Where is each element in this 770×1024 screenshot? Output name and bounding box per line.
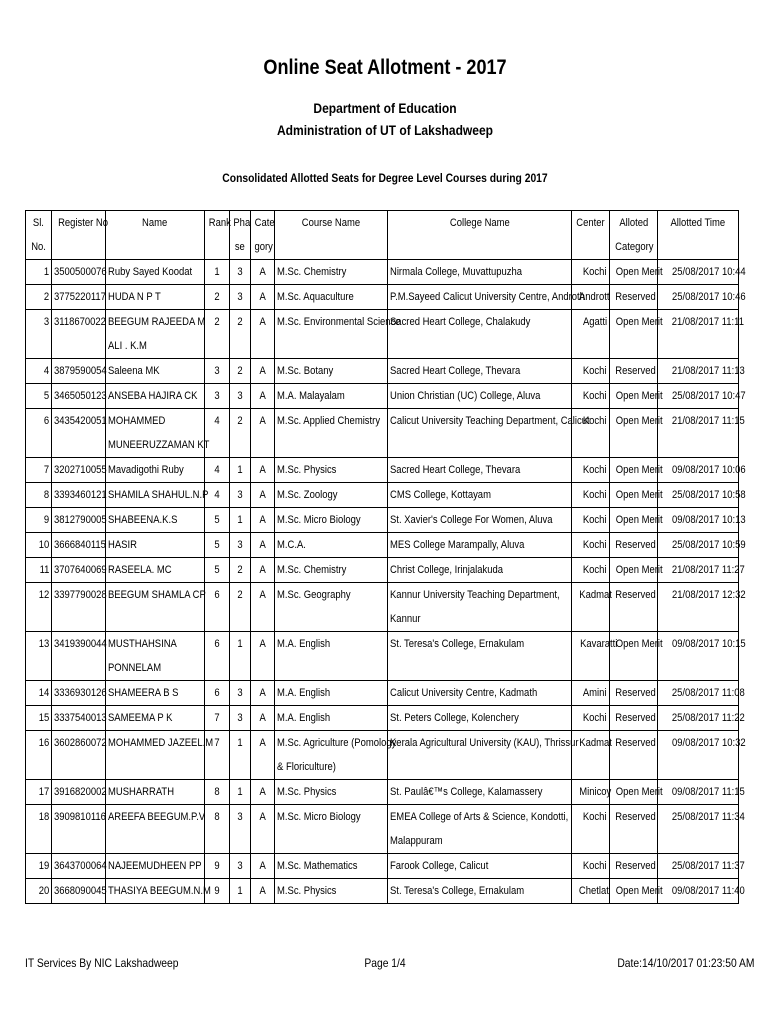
table-row: [26, 805, 739, 854]
cell-college: P.M.Sayeed Calicut University Centre, Androth: [388, 285, 572, 310]
table-row: [26, 706, 739, 731]
table-row: [26, 285, 739, 310]
cell-cat: A: [251, 731, 275, 780]
cell-allot: Open Merit: [610, 558, 658, 583]
cell-reg: 3602860072: [52, 731, 106, 780]
cell-college: St. Teresa's College, Ernakulam: [388, 632, 572, 681]
cell-center: Kochi: [572, 409, 610, 458]
page-title: Online Seat Allotment - 2017: [263, 56, 507, 79]
cell-phase: 1: [230, 879, 251, 904]
cell-name: SAMEEMA P K: [106, 706, 205, 731]
cell-sl: 18: [26, 805, 52, 854]
cell-college: Calicut University Teaching Department, Calicut: [388, 409, 572, 458]
cell-center: Kochi: [572, 458, 610, 483]
table-row: [26, 731, 739, 780]
cell-time: 25/08/2017 10:59: [658, 533, 739, 558]
cell-center: Chetlat: [572, 879, 610, 904]
cell-name: MOHAMMED MUNEERUZZAMAN KT: [106, 409, 205, 458]
cell-college: Union Christian (UC) College, Aluva: [388, 384, 572, 409]
table-row: [26, 483, 739, 508]
cell-rank: 3: [205, 384, 230, 409]
cell-phase: 2: [230, 310, 251, 359]
cell-time: 21/08/2017 11:15: [658, 409, 739, 458]
cell-course: M.Sc. Chemistry: [275, 558, 388, 583]
table-row: [26, 533, 739, 558]
cell-time: 09/08/2017 10:06: [658, 458, 739, 483]
cell-college: Sacred Heart College, Thevara: [388, 359, 572, 384]
cell-rank: 8: [205, 805, 230, 854]
cell-phase: 3: [230, 681, 251, 706]
cell-college: MES College Marampally, Aluva: [388, 533, 572, 558]
cell-college: Sacred Heart College, Chalakudy: [388, 310, 572, 359]
table-row: [26, 854, 739, 879]
cell-reg: 3202710055: [52, 458, 106, 483]
cell-rank: 6: [205, 681, 230, 706]
cell-sl: 11: [26, 558, 52, 583]
cell-course: M.A. English: [275, 632, 388, 681]
cell-cat: A: [251, 583, 275, 632]
cell-allot: Open Merit: [610, 409, 658, 458]
cell-course: M.Sc. Mathematics: [275, 854, 388, 879]
cell-allot: Reserved: [610, 583, 658, 632]
cell-college: Christ College, Irinjalakuda: [388, 558, 572, 583]
col-rank: Rank: [205, 211, 230, 260]
cell-cat: A: [251, 384, 275, 409]
cell-name: NAJEEMUDHEEN PP: [106, 854, 205, 879]
col-category: Cate gory: [251, 211, 275, 260]
cell-allot: Open Merit: [610, 260, 658, 285]
cell-college: St. Paulâ€™s College, Kalamassery: [388, 780, 572, 805]
cell-sl: 8: [26, 483, 52, 508]
cell-time: 25/08/2017 10:58: [658, 483, 739, 508]
cell-time: 21/08/2017 11:27: [658, 558, 739, 583]
table-row: [26, 681, 739, 706]
cell-sl: 15: [26, 706, 52, 731]
cell-time: 09/08/2017 10:15: [658, 632, 739, 681]
cell-cat: A: [251, 879, 275, 904]
cell-allot: Reserved: [610, 731, 658, 780]
cell-allot: Reserved: [610, 854, 658, 879]
cell-time: 25/08/2017 10:44: [658, 260, 739, 285]
cell-allot: Open Merit: [610, 632, 658, 681]
table-row: [26, 583, 739, 632]
cell-cat: A: [251, 458, 275, 483]
cell-course: M.Sc. Agriculture (Pomology & Floriculture): [275, 731, 388, 780]
cell-sl: 1: [26, 260, 52, 285]
cell-time: 25/08/2017 11:22: [658, 706, 739, 731]
cell-rank: 5: [205, 533, 230, 558]
cell-course: M.Sc. Physics: [275, 879, 388, 904]
cell-rank: 5: [205, 558, 230, 583]
cell-sl: 17: [26, 780, 52, 805]
cell-center: Minicoy: [572, 780, 610, 805]
cell-rank: 6: [205, 632, 230, 681]
cell-rank: 8: [205, 780, 230, 805]
cell-sl: 2: [26, 285, 52, 310]
cell-sl: 20: [26, 879, 52, 904]
cell-time: 25/08/2017 11:37: [658, 854, 739, 879]
col-college: College Name: [388, 211, 572, 260]
cell-allot: Reserved: [610, 359, 658, 384]
cell-allot: Open Merit: [610, 483, 658, 508]
cell-phase: 1: [230, 780, 251, 805]
cell-allot: Open Merit: [610, 780, 658, 805]
cell-sl: 9: [26, 508, 52, 533]
cell-college: Farook College, Calicut: [388, 854, 572, 879]
table-row: [26, 780, 739, 805]
cell-course: M.Sc. Physics: [275, 458, 388, 483]
col-allotted-category: Alloted Category: [610, 211, 658, 260]
cell-name: SHAMILA SHAHUL.N.P: [106, 483, 205, 508]
cell-name: MUSHARRATH: [106, 780, 205, 805]
cell-allot: Reserved: [610, 533, 658, 558]
cell-cat: A: [251, 409, 275, 458]
cell-course: M.Sc. Micro Biology: [275, 805, 388, 854]
cell-name: RASEELA. MC: [106, 558, 205, 583]
cell-cat: A: [251, 780, 275, 805]
cell-sl: 7: [26, 458, 52, 483]
cell-college: Calicut University Centre, Kadmath: [388, 681, 572, 706]
col-center: Center: [572, 211, 610, 260]
cell-time: 09/08/2017 11:40: [658, 879, 739, 904]
table-caption: Consolidated Allotted Seats for Degree Level Courses during 2017: [222, 171, 548, 185]
cell-phase: 3: [230, 533, 251, 558]
cell-center: Kadmat: [572, 583, 610, 632]
cell-time: 09/08/2017 11:15: [658, 780, 739, 805]
cell-center: Kochi: [572, 558, 610, 583]
cell-reg: 3393460121: [52, 483, 106, 508]
cell-rank: 6: [205, 583, 230, 632]
cell-rank: 3: [205, 359, 230, 384]
cell-college: St. Teresa's College, Ernakulam: [388, 879, 572, 904]
footer-date: Date:14/10/2017 01:23:50 AM: [616, 956, 754, 970]
cell-course: M.C.A.: [275, 533, 388, 558]
table-row: [26, 558, 739, 583]
cell-name: BEEGUM SHAMLA CP: [106, 583, 205, 632]
cell-cat: A: [251, 359, 275, 384]
cell-name: Ruby Sayed Koodat: [106, 260, 205, 285]
cell-college: Kerala Agricultural University (KAU), Thrissur: [388, 731, 572, 780]
cell-reg: 3643700064: [52, 854, 106, 879]
cell-phase: 3: [230, 805, 251, 854]
col-name: Name: [106, 211, 205, 260]
cell-center: Agatti: [572, 310, 610, 359]
cell-sl: 13: [26, 632, 52, 681]
department-heading: Department of Education: [313, 100, 457, 116]
cell-college: St. Xavier's College For Women, Aluva: [388, 508, 572, 533]
cell-cat: A: [251, 805, 275, 854]
cell-allot: Open Merit: [610, 458, 658, 483]
cell-course: M.Sc. Physics: [275, 780, 388, 805]
cell-allot: Reserved: [610, 805, 658, 854]
cell-center: Kochi: [572, 533, 610, 558]
cell-name: BEEGUM RAJEEDA M ALI . K.M: [106, 310, 205, 359]
cell-reg: 3909810116: [52, 805, 106, 854]
cell-time: 09/08/2017 10:32: [658, 731, 739, 780]
cell-cat: A: [251, 681, 275, 706]
cell-college: St. Peters College, Kolenchery: [388, 706, 572, 731]
cell-reg: 3775220117: [52, 285, 106, 310]
cell-phase: 1: [230, 508, 251, 533]
cell-allot: Reserved: [610, 285, 658, 310]
cell-phase: 3: [230, 384, 251, 409]
cell-allot: Open Merit: [610, 879, 658, 904]
cell-phase: 3: [230, 854, 251, 879]
cell-reg: 3397790028: [52, 583, 106, 632]
cell-name: Mavadigothi Ruby: [106, 458, 205, 483]
cell-rank: 4: [205, 483, 230, 508]
cell-phase: 1: [230, 458, 251, 483]
cell-cat: A: [251, 558, 275, 583]
cell-cat: A: [251, 854, 275, 879]
col-allotted-time: Allotted Time: [658, 211, 739, 260]
cell-time: 25/08/2017 10:46: [658, 285, 739, 310]
cell-phase: 2: [230, 359, 251, 384]
col-sl: Sl. No.: [26, 211, 52, 260]
cell-reg: 3435420051: [52, 409, 106, 458]
cell-time: 21/08/2017 11:13: [658, 359, 739, 384]
cell-time: 25/08/2017 10:47: [658, 384, 739, 409]
cell-phase: 3: [230, 706, 251, 731]
cell-center: Kadmat: [572, 731, 610, 780]
cell-name: MUSTHAHSINA PONNELAM: [106, 632, 205, 681]
cell-reg: 3879590054: [52, 359, 106, 384]
cell-cat: A: [251, 706, 275, 731]
cell-sl: 19: [26, 854, 52, 879]
cell-name: ANSEBA HAJIRA CK: [106, 384, 205, 409]
table-row: [26, 632, 739, 681]
cell-course: M.A. Malayalam: [275, 384, 388, 409]
table-row: [26, 879, 739, 904]
cell-reg: 3668090045: [52, 879, 106, 904]
cell-course: M.A. English: [275, 706, 388, 731]
cell-cat: A: [251, 285, 275, 310]
cell-allot: Open Merit: [610, 384, 658, 409]
table-row: [26, 310, 739, 359]
cell-course: M.Sc. Applied Chemistry: [275, 409, 388, 458]
col-register: Register No: [52, 211, 106, 260]
cell-rank: 9: [205, 854, 230, 879]
cell-course: M.Sc. Environmental Science: [275, 310, 388, 359]
cell-rank: 5: [205, 508, 230, 533]
footer-page-number: Page 1/4: [364, 956, 406, 970]
cell-course: M.Sc. Chemistry: [275, 260, 388, 285]
cell-cat: A: [251, 508, 275, 533]
cell-cat: A: [251, 632, 275, 681]
cell-center: Kochi: [572, 384, 610, 409]
cell-center: Andrott: [572, 285, 610, 310]
cell-center: Kochi: [572, 706, 610, 731]
cell-reg: 3336930126: [52, 681, 106, 706]
table-row: [26, 384, 739, 409]
cell-college: Sacred Heart College, Thevara: [388, 458, 572, 483]
cell-reg: 3666840115: [52, 533, 106, 558]
cell-course: M.Sc. Botany: [275, 359, 388, 384]
cell-course: M.Sc. Micro Biology: [275, 508, 388, 533]
cell-sl: 14: [26, 681, 52, 706]
cell-time: 25/08/2017 11:34: [658, 805, 739, 854]
cell-reg: 3812790005: [52, 508, 106, 533]
cell-center: Amini: [572, 681, 610, 706]
col-phase: Pha se: [230, 211, 251, 260]
cell-phase: 2: [230, 409, 251, 458]
cell-sl: 10: [26, 533, 52, 558]
col-course: Course Name: [275, 211, 388, 260]
cell-rank: 7: [205, 731, 230, 780]
cell-rank: 2: [205, 310, 230, 359]
cell-allot: Reserved: [610, 706, 658, 731]
cell-name: SHAMEERA B S: [106, 681, 205, 706]
table-row: [26, 508, 739, 533]
cell-center: Kochi: [572, 260, 610, 285]
cell-name: MOHAMMED JAZEEL.M: [106, 731, 205, 780]
cell-allot: Reserved: [610, 681, 658, 706]
table-row: [26, 409, 739, 458]
cell-college: Kannur University Teaching Department, Kannur: [388, 583, 572, 632]
table-row: [26, 359, 739, 384]
cell-phase: 1: [230, 731, 251, 780]
table-row: [26, 260, 739, 285]
cell-time: 21/08/2017 11:11: [658, 310, 739, 359]
cell-course: M.Sc. Zoology: [275, 483, 388, 508]
cell-reg: 3465050123: [52, 384, 106, 409]
cell-center: Kochi: [572, 508, 610, 533]
cell-cat: A: [251, 483, 275, 508]
cell-college: Nirmala College, Muvattupuzha: [388, 260, 572, 285]
cell-cat: A: [251, 260, 275, 285]
cell-phase: 3: [230, 483, 251, 508]
cell-course: M.A. English: [275, 681, 388, 706]
cell-phase: 2: [230, 583, 251, 632]
cell-center: Kochi: [572, 359, 610, 384]
cell-college: EMEA College of Arts & Science, Kondotti, Malappuram: [388, 805, 572, 854]
cell-name: SHABEENA.K.S: [106, 508, 205, 533]
cell-sl: 12: [26, 583, 52, 632]
cell-rank: 1: [205, 260, 230, 285]
cell-time: 25/08/2017 11:08: [658, 681, 739, 706]
cell-sl: 4: [26, 359, 52, 384]
cell-time: 09/08/2017 10:13: [658, 508, 739, 533]
cell-rank: 2: [205, 285, 230, 310]
cell-course: M.Sc. Aquaculture: [275, 285, 388, 310]
cell-center: Kochi: [572, 483, 610, 508]
cell-cat: A: [251, 310, 275, 359]
cell-center: Kochi: [572, 805, 610, 854]
cell-reg: 3419390044: [52, 632, 106, 681]
cell-name: Saleena MK: [106, 359, 205, 384]
cell-course: M.Sc. Geography: [275, 583, 388, 632]
cell-rank: 7: [205, 706, 230, 731]
cell-center: Kavaratti: [572, 632, 610, 681]
cell-sl: 5: [26, 384, 52, 409]
administration-heading: Administration of UT of Lakshadweep: [276, 122, 494, 138]
cell-phase: 2: [230, 558, 251, 583]
cell-rank: 9: [205, 879, 230, 904]
cell-allot: Open Merit: [610, 310, 658, 359]
cell-reg: 3337540013: [52, 706, 106, 731]
cell-phase: 1: [230, 632, 251, 681]
cell-rank: 4: [205, 458, 230, 483]
cell-reg: 3707640069: [52, 558, 106, 583]
cell-reg: 3118670022: [52, 310, 106, 359]
cell-allot: Open Merit: [610, 508, 658, 533]
table-header-row: [26, 211, 739, 260]
cell-sl: 16: [26, 731, 52, 780]
cell-name: HASIR: [106, 533, 205, 558]
cell-reg: 3916820002: [52, 780, 106, 805]
cell-reg: 3500500076: [52, 260, 106, 285]
cell-college: CMS College, Kottayam: [388, 483, 572, 508]
footer-left: IT Services By NIC Lakshadweep: [25, 956, 179, 970]
cell-name: HUDA N P T: [106, 285, 205, 310]
cell-name: AREEFA BEEGUM.P.V: [106, 805, 205, 854]
cell-center: Kochi: [572, 854, 610, 879]
cell-cat: A: [251, 533, 275, 558]
cell-phase: 3: [230, 285, 251, 310]
cell-rank: 4: [205, 409, 230, 458]
allotment-table: [25, 210, 746, 904]
cell-time: 21/08/2017 12:32: [658, 583, 739, 632]
table-row: [26, 458, 739, 483]
cell-sl: 3: [26, 310, 52, 359]
cell-phase: 3: [230, 260, 251, 285]
cell-sl: 6: [26, 409, 52, 458]
cell-name: THASIYA BEEGUM.N.M: [106, 879, 205, 904]
